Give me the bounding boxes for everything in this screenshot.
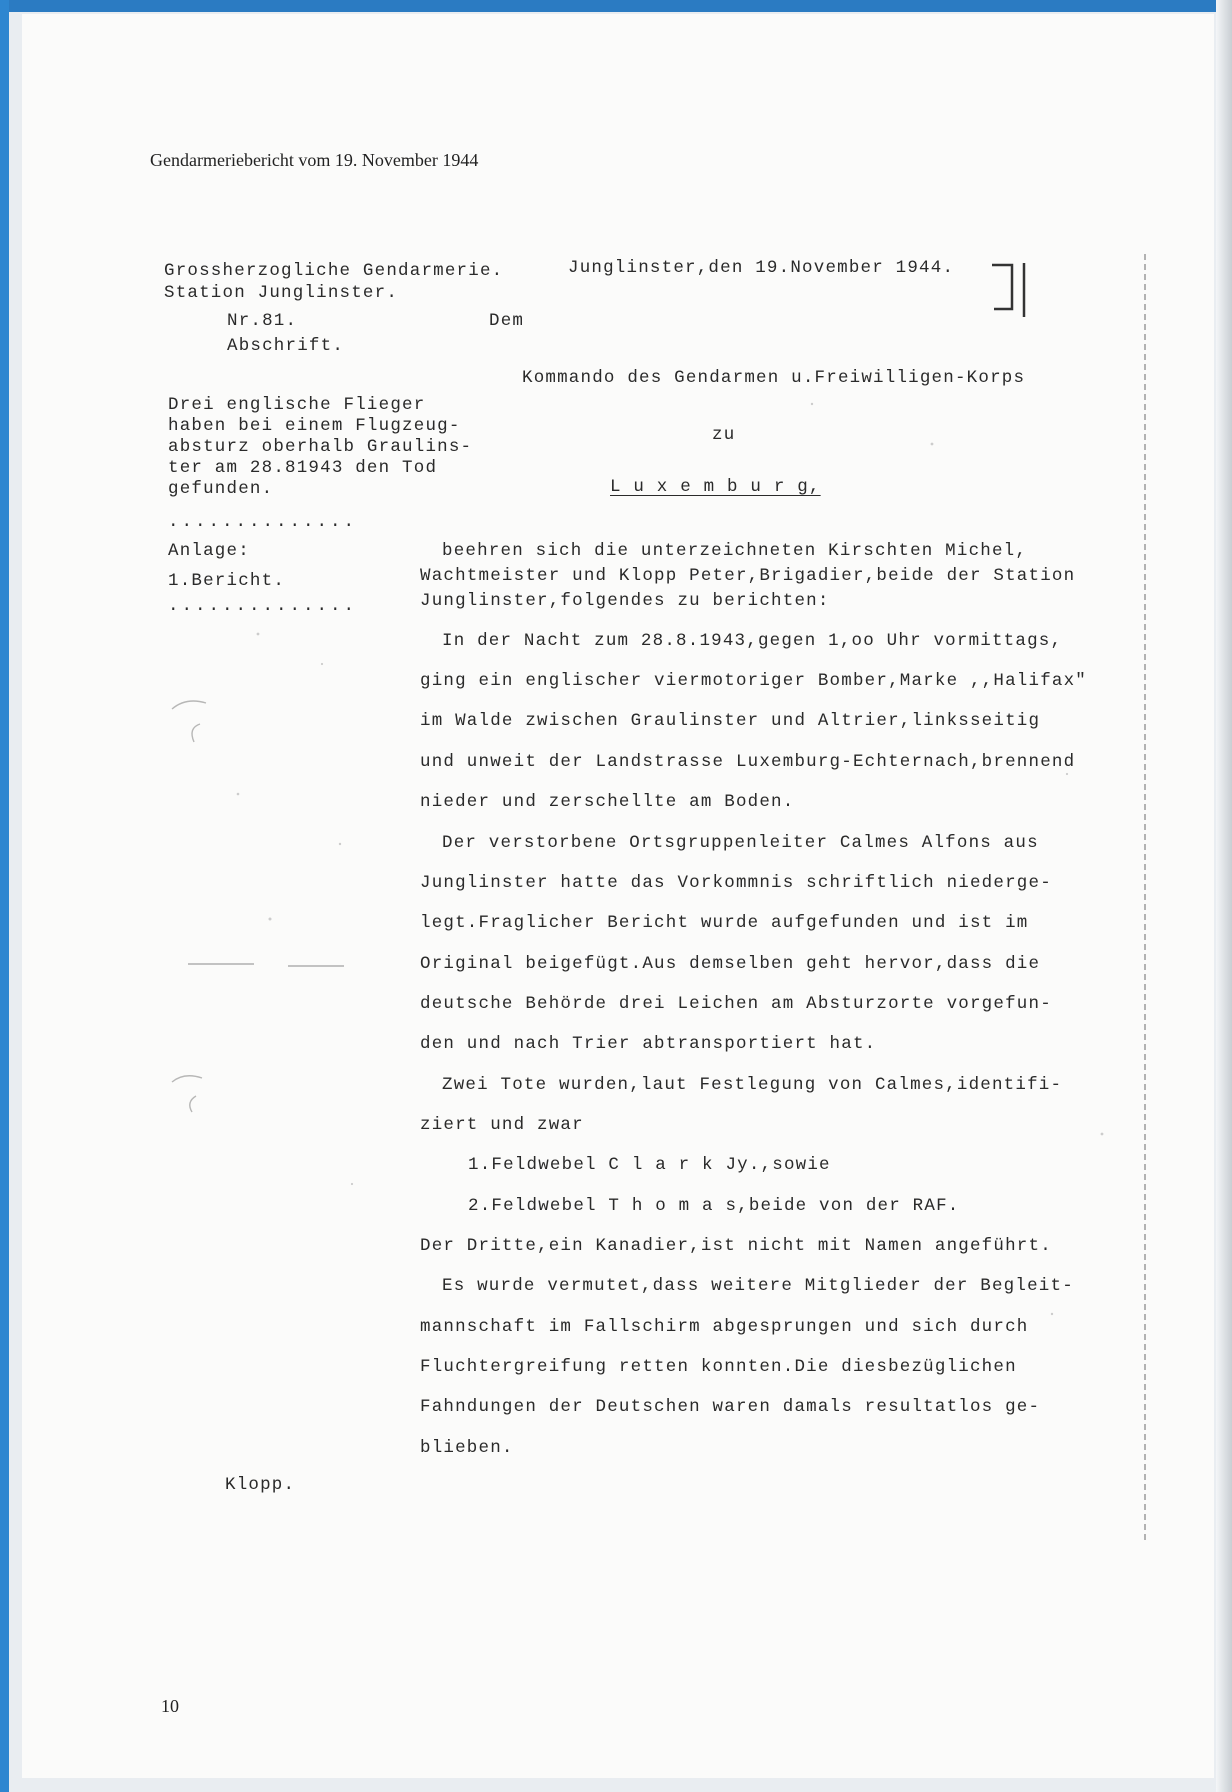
- body-line: legt.Fraglicher Bericht wurde aufgefunden und ist im: [420, 913, 1029, 933]
- body-line: In der Nacht zum 28.8.1943,gegen 1,oo Uhr vormittags,: [442, 631, 1063, 651]
- body-line: deutsche Behörde drei Leichen am Absturzorte vorgefun-: [420, 994, 1052, 1014]
- body-line: ging ein englischer viermotoriger Bomber,Marke ,,Halifax": [420, 671, 1087, 691]
- body-line: im Walde zwischen Graulinster und Altrier,linksseitig: [420, 711, 1041, 731]
- letterhead-copy-label: Abschrift.: [227, 336, 345, 356]
- addressee-line1: Kommando des Gendarmen u.Freiwilligen-Korps: [522, 368, 1026, 388]
- subject-line: Drei englische Flieger: [168, 395, 426, 415]
- page-number: 10: [161, 1696, 179, 1716]
- addressee-to: Dem: [489, 311, 525, 331]
- annex-item: 1.Bericht.: [168, 571, 286, 591]
- body-line: Der verstorbene Ortsgruppenleiter Calmes Alfons aus: [442, 833, 1039, 853]
- page-edge: [1216, 0, 1232, 1792]
- body-line: 2.Feldwebel T h o m a s,beide von der RAF.: [468, 1196, 960, 1216]
- body-line: Der Dritte,ein Kanadier,ist nicht mit Namen angeführt.: [420, 1236, 1052, 1256]
- body-line: Junglinster,folgendes zu berichten:: [420, 591, 830, 611]
- dot-separator: ..............: [168, 596, 358, 616]
- dot-separator: ..............: [168, 512, 358, 532]
- page-header: Gendarmeriebericht vom 19. November 1944: [150, 150, 479, 170]
- letterhead-number: Nr.81.: [227, 311, 298, 331]
- body-line: nieder und zerschellte am Boden.: [420, 792, 795, 812]
- body-line: und unweit der Landstrasse Luxemburg-Echternach,brennend: [420, 752, 1076, 772]
- body-line: beehren sich die unterzeichneten Kirschten Michel,: [442, 541, 1028, 561]
- addressee-city: L u x e m b u r g,: [610, 477, 821, 497]
- subject-line: gefunden.: [168, 479, 274, 499]
- signature: Klopp.: [225, 1475, 296, 1495]
- body-line: Fahndungen der Deutschen waren damals resultatlos ge-: [420, 1397, 1041, 1417]
- binder-top-stripe: [0, 0, 1232, 12]
- letterhead-line2: Station Junglinster.: [164, 283, 399, 303]
- subject-line: ter am 28.81943 den Tod: [168, 458, 438, 478]
- body-line: 1.Feldwebel C l a r k Jy.,sowie: [468, 1155, 831, 1175]
- annex-label: Anlage:: [168, 541, 250, 561]
- binder-left-stripe: [0, 0, 9, 1792]
- body-line: Es wurde vermutet,dass weitere Mitglieder der Begleit-: [442, 1276, 1074, 1296]
- body-line: Zwei Tote wurden,laut Festlegung von Calmes,identifi-: [442, 1075, 1063, 1095]
- body-line: den und nach Trier abtransportiert hat.: [420, 1034, 877, 1054]
- subject-line: haben bei einem Flugzeug-: [168, 416, 461, 436]
- addressee-zu: zu: [712, 425, 736, 445]
- stamp-mark: [988, 257, 1034, 323]
- subject-line: absturz oberhalb Graulins-: [168, 437, 473, 457]
- body-line: blieben.: [420, 1438, 514, 1458]
- body-line: Fluchtergreifung retten konnten.Die diesbezüglichen: [420, 1357, 1017, 1377]
- body-line: ziert und zwar: [420, 1115, 584, 1135]
- scan-edge-line: [1144, 254, 1146, 1544]
- place-date: Junglinster,den 19.November 1944.: [568, 258, 955, 278]
- body-line: Original beigefügt.Aus demselben geht hervor,dass die: [420, 954, 1041, 974]
- letterhead-line1: Grossherzogliche Gendarmerie.: [164, 261, 504, 281]
- body-line: mannschaft im Fallschirm abgesprungen und sich durch: [420, 1317, 1029, 1337]
- document-page: [22, 14, 1214, 1778]
- body-line: Wachtmeister und Klopp Peter,Brigadier,beide der Station: [420, 566, 1076, 586]
- body-line: Junglinster hatte das Vorkommnis schriftlich niederge-: [420, 873, 1052, 893]
